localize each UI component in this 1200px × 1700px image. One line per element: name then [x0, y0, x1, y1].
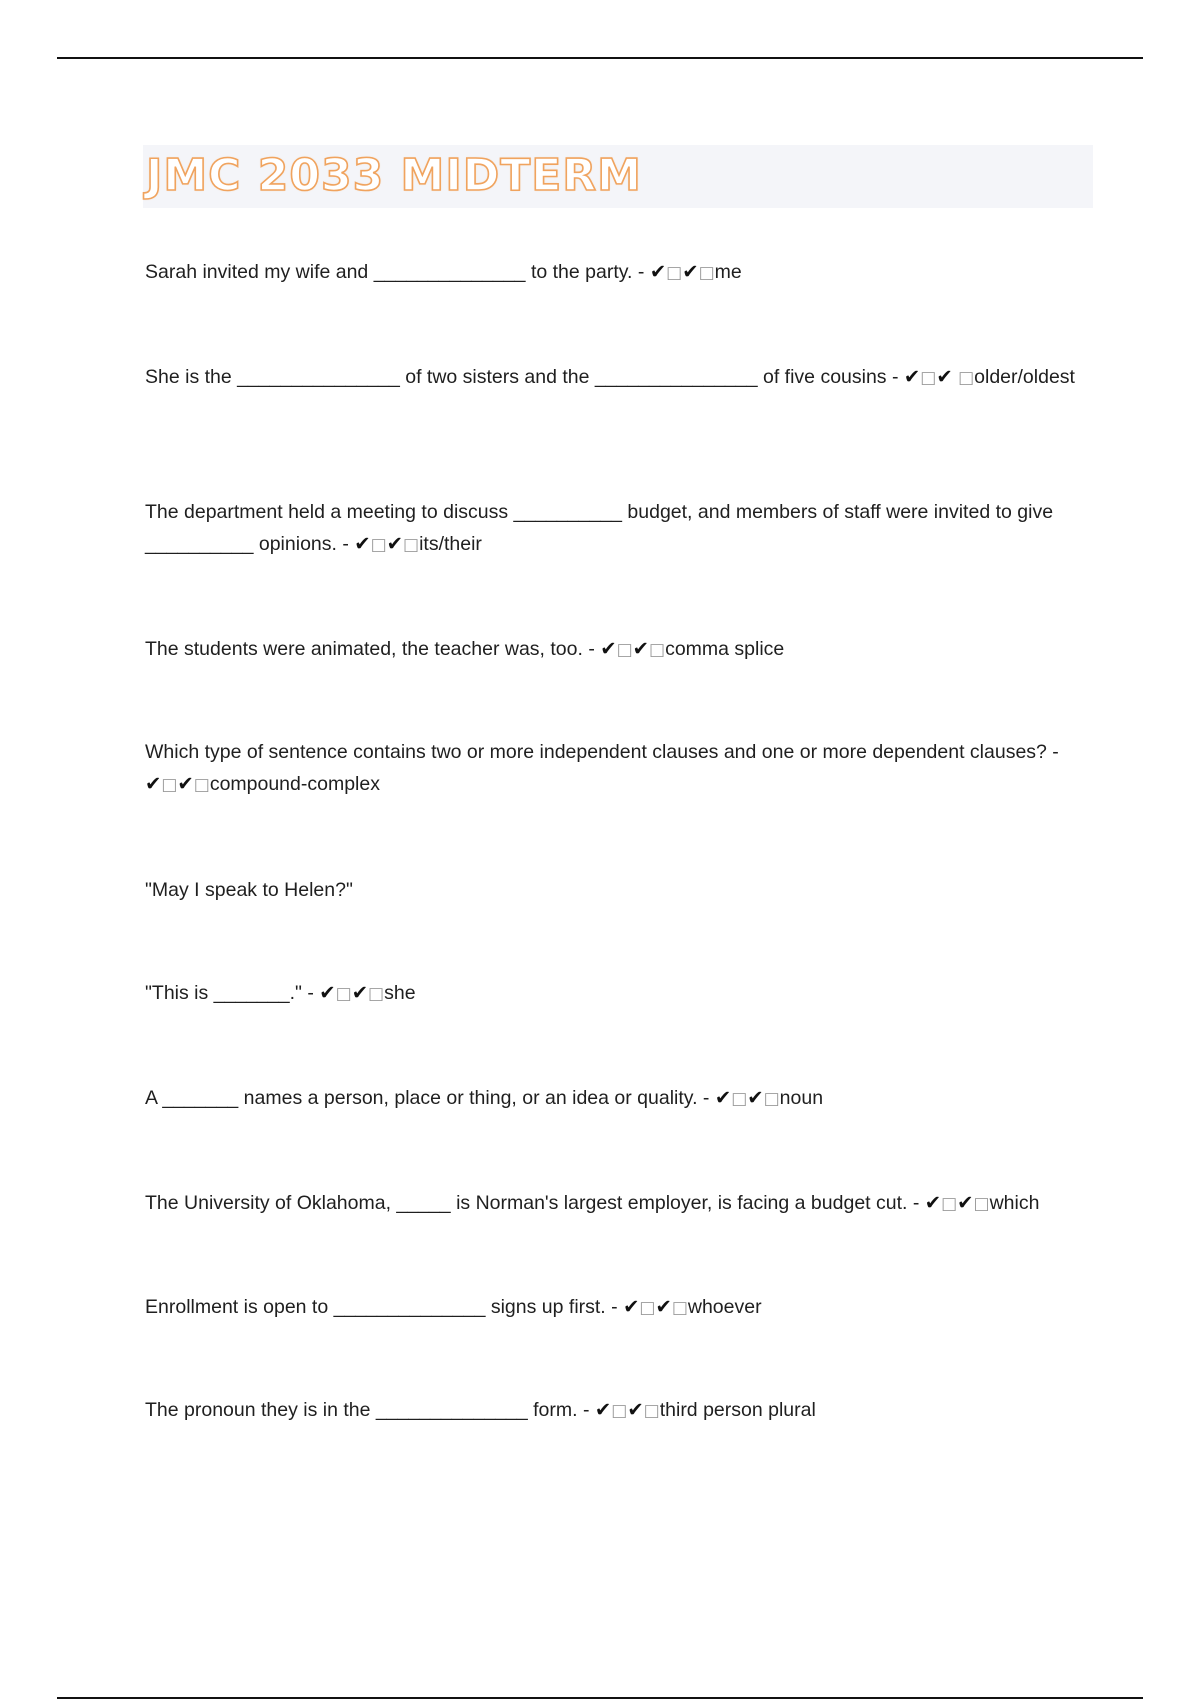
box-icon: □ — [335, 984, 352, 1004]
answer-text: whoever — [687, 1296, 762, 1318]
answer-text: me — [714, 261, 742, 283]
answer-text: its/their — [419, 533, 482, 555]
question-text: "This is _______." - — [145, 982, 314, 1004]
box-icon: □ — [643, 1401, 660, 1421]
check-icon: ✔ — [936, 365, 953, 388]
question-text: The students were animated, the teacher was, too. - — [145, 638, 595, 660]
question-text: "May I speak to Helen?" — [145, 879, 353, 901]
answer-text: older/oldest — [974, 366, 1075, 388]
question-item — [145, 633, 1095, 666]
box-icon: □ — [639, 1298, 656, 1318]
check-icon: ✔ — [714, 1086, 732, 1109]
document-title: JMC 2033 MIDTERM — [146, 150, 642, 201]
question-text: Enrollment is open to ______________ signs up first. - — [145, 1296, 618, 1318]
question-text: She is the _______________ of two sisters and the _______________ of five cousins - — [145, 366, 899, 388]
box-icon: □ — [973, 1194, 990, 1214]
box-icon: □ — [193, 775, 210, 795]
question-item — [145, 736, 1095, 801]
box-icon: □ — [958, 368, 975, 388]
box-icon: □ — [649, 640, 666, 660]
check-icon: ✔ — [386, 532, 404, 555]
question-item — [145, 874, 1095, 906]
question-item — [145, 977, 1095, 1010]
check-icon: ✔ — [177, 772, 194, 795]
bottom-rule — [57, 1697, 1143, 1699]
question-text: The University of Oklahoma, _____ is Norman's largest employer, is facing a budget cut. - — [145, 1192, 920, 1214]
question-item — [145, 1082, 1095, 1115]
check-icon: ✔ — [623, 1295, 640, 1318]
check-icon: ✔ — [319, 981, 336, 1004]
box-icon: □ — [698, 263, 715, 283]
check-icon: ✔ — [924, 1191, 942, 1214]
box-icon: □ — [941, 1194, 958, 1214]
check-icon: ✔ — [354, 532, 371, 555]
check-icon: ✔ — [594, 1398, 612, 1421]
box-icon: □ — [370, 535, 387, 555]
check-icon: ✔ — [632, 637, 649, 660]
question-text: The department held a meeting to discuss __________ budget, and members of staff were invited to give __________ opinions. - — [145, 501, 1054, 555]
answer-text: noun — [779, 1087, 824, 1109]
top-rule — [57, 57, 1143, 59]
check-icon: ✔ — [682, 260, 699, 283]
box-icon: □ — [403, 535, 420, 555]
answer-text: compound-complex — [209, 773, 380, 795]
answer-text: she — [384, 982, 416, 1004]
question-item — [145, 1187, 1145, 1220]
question-text: Sarah invited my wife and ______________ to the party. - — [145, 261, 645, 283]
check-icon: ✔ — [649, 260, 667, 283]
check-icon: ✔ — [145, 772, 162, 795]
question-text: A _______ names a person, place or thing, or an idea or quality. - — [145, 1087, 710, 1109]
check-icon: ✔ — [903, 365, 921, 388]
box-icon: □ — [368, 984, 385, 1004]
answer-text: third person plural — [659, 1399, 816, 1421]
question-item — [145, 1394, 1095, 1427]
answer-text: comma splice — [665, 638, 785, 660]
check-icon: ✔ — [351, 981, 369, 1004]
box-icon: □ — [666, 263, 683, 283]
check-icon: ✔ — [600, 637, 617, 660]
box-icon: □ — [611, 1401, 628, 1421]
box-icon: □ — [920, 368, 937, 388]
question-text: Which type of sentence contains two or more independent clauses and one or more dependent clauses? - — [145, 741, 1059, 763]
box-icon: □ — [731, 1089, 748, 1109]
question-item — [145, 496, 1095, 561]
box-icon: □ — [616, 640, 633, 660]
question-item — [145, 256, 1095, 289]
check-icon: ✔ — [627, 1398, 644, 1421]
check-icon: ✔ — [655, 1295, 672, 1318]
box-icon: □ — [763, 1089, 780, 1109]
box-icon: □ — [161, 775, 178, 795]
box-icon: □ — [671, 1298, 688, 1318]
question-item — [145, 361, 1095, 394]
check-icon: ✔ — [957, 1191, 974, 1214]
answer-text: which — [989, 1192, 1040, 1214]
check-icon: ✔ — [747, 1086, 764, 1109]
question-text: The pronoun they is in the ______________ form. - — [145, 1399, 590, 1421]
question-item — [145, 1291, 1095, 1324]
